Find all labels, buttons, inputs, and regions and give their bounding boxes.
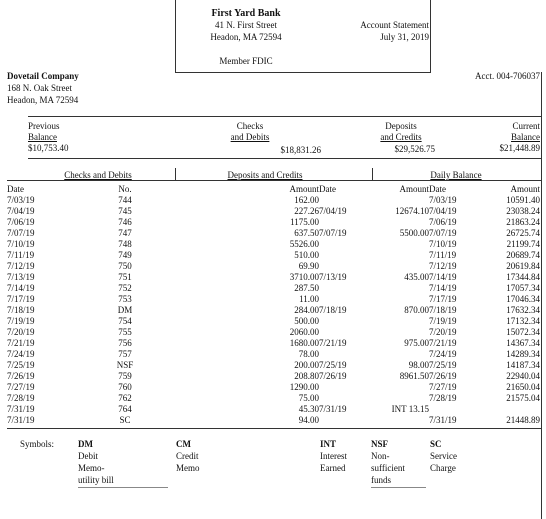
- symbol-int-line-2: Earned: [320, 463, 346, 473]
- deposit-date: 7/21/19: [319, 338, 347, 348]
- balance-amount: 21863.24: [506, 217, 540, 227]
- col-header-bal-amount: Amount: [510, 184, 540, 194]
- balance-date: 7/14/19: [429, 283, 457, 293]
- summary-bottom-rule: [28, 158, 542, 159]
- check-number: NSF: [116, 360, 134, 370]
- check-date: 7/13/19: [7, 272, 35, 282]
- table-bottom-rule: [7, 428, 542, 429]
- symbol-nsf-line-2: sufficient: [371, 463, 405, 473]
- balance-amount: 20689.74: [506, 250, 540, 260]
- table-row: [0, 383, 546, 394]
- check-date: 7/28/19: [7, 393, 35, 403]
- deposit-date: 7/26/19: [319, 371, 347, 381]
- check-date: 7/07/19: [7, 228, 35, 238]
- symbol-cm-line-1: Credit: [176, 451, 199, 461]
- transactions-table: [0, 196, 546, 436]
- check-number: 762: [118, 393, 132, 403]
- balance-amount: 22940.04: [506, 371, 540, 381]
- check-date: 7/21/19: [7, 338, 35, 348]
- check-date: 7/31/19: [7, 404, 35, 414]
- symbol-nsf-line-1: Non-: [371, 451, 390, 461]
- check-amount: 2060.00: [289, 327, 319, 337]
- current-balance-value: $21,448.89: [499, 143, 540, 153]
- deposit-date: 7/07/19: [319, 228, 347, 238]
- check-date: 7/14/19: [7, 283, 35, 293]
- check-date: 7/18/19: [7, 305, 35, 315]
- section-divider-1: [175, 168, 176, 180]
- check-date: 7/25/19: [7, 360, 35, 370]
- checks-debits-label-2: and Debits: [230, 132, 270, 142]
- check-date: 7/12/19: [7, 261, 35, 271]
- deposits-credits-label-1: Deposits: [385, 121, 417, 131]
- check-number: 760: [118, 382, 132, 392]
- table-row: [0, 218, 546, 229]
- table-row: [0, 295, 546, 306]
- check-number: 752: [118, 283, 132, 293]
- bank-street: 41 N. First Street: [215, 20, 277, 30]
- balance-date: 7/20/19: [429, 327, 457, 337]
- check-amount: 1175.00: [290, 217, 319, 227]
- symbol-dm-line-2: Memo-: [78, 463, 105, 473]
- balance-date: 7/07/19: [429, 228, 457, 238]
- balance-amount: 14187.34: [506, 360, 540, 370]
- check-amount: 78.00: [298, 349, 319, 359]
- check-number: 750: [118, 261, 132, 271]
- deposit-amount: 98.00: [408, 360, 429, 370]
- customer-name: Dovetail Company: [7, 71, 79, 81]
- check-amount: 69.90: [298, 261, 319, 271]
- deposit-date: 7/25/19: [319, 360, 347, 370]
- balance-date: 7/06/19: [429, 217, 457, 227]
- table-row: [0, 251, 546, 262]
- balance-amount: 10591.40: [506, 195, 540, 205]
- balance-date: 7/28/19: [429, 393, 457, 403]
- symbol-dm-code: DM: [78, 439, 93, 449]
- check-amount: 5526.00: [289, 239, 319, 249]
- balance-amount: 21575.04: [506, 393, 540, 403]
- check-amount: 510.00: [294, 250, 319, 260]
- balance-date: 7/25/19: [429, 360, 457, 370]
- current-balance-label-2: Balance: [511, 132, 540, 142]
- check-amount: 287.50: [294, 283, 319, 293]
- table-row: [0, 394, 546, 405]
- check-number: 757: [118, 349, 132, 359]
- check-date: 7/20/19: [7, 327, 35, 337]
- bank-city: Headon, MA 72594: [210, 32, 282, 42]
- section-daily-balance: Daily Balance: [430, 170, 482, 180]
- table-row: [0, 306, 546, 317]
- deposit-amount: INT 13.15: [391, 404, 429, 414]
- table-row: [0, 416, 546, 427]
- table-row: [0, 405, 546, 416]
- symbol-sc-code: SC: [430, 439, 442, 449]
- check-date: 7/03/19: [7, 195, 35, 205]
- table-row: [0, 196, 546, 207]
- check-amount: 637.50: [294, 228, 319, 238]
- balance-date: 7/18/19: [429, 305, 457, 315]
- check-number: 746: [118, 217, 132, 227]
- balance-date: 7/12/19: [429, 261, 457, 271]
- check-amount: 284.00: [294, 305, 319, 315]
- check-date: 7/24/19: [7, 349, 35, 359]
- balance-amount: 21650.04: [506, 382, 540, 392]
- check-number: 754: [118, 316, 132, 326]
- check-date: 7/06/19: [7, 217, 35, 227]
- check-amount: 162.00: [294, 195, 319, 205]
- symbol-nsf-line-3: funds: [371, 475, 391, 485]
- table-row: [0, 229, 546, 240]
- checks-debits-label-1: Checks: [236, 121, 264, 131]
- balance-date: 7/03/19: [429, 195, 457, 205]
- table-row: [0, 350, 546, 361]
- check-amount: 200.00: [294, 360, 319, 370]
- check-number: 759: [118, 371, 132, 381]
- balance-date: 7/04/19: [429, 206, 457, 216]
- check-date: 7/11/19: [7, 250, 35, 260]
- table-row: [0, 328, 546, 339]
- col-header-bal-date: Date: [429, 184, 446, 194]
- check-date: 7/26/19: [7, 371, 35, 381]
- check-number: 751: [118, 272, 132, 282]
- balance-amount: 14289.34: [506, 349, 540, 359]
- deposit-date: 7/31/19: [319, 404, 347, 414]
- balance-date: 7/19/19: [429, 316, 457, 326]
- balance-date: 7/24/19: [429, 349, 457, 359]
- header-bottom-rule: [175, 72, 431, 73]
- check-date: 7/31/19: [7, 415, 35, 425]
- balance-amount: 17632.34: [506, 305, 540, 315]
- check-amount: 94.00: [298, 415, 319, 425]
- balance-amount: 21199.74: [506, 239, 540, 249]
- deposit-date: 7/13/19: [319, 272, 347, 282]
- check-amount: 3710.00: [289, 272, 319, 282]
- check-number: 756: [118, 338, 132, 348]
- col-header-no: No.: [118, 184, 132, 194]
- symbol-dm-line-3: utility bill: [78, 475, 114, 485]
- table-header-rule: [7, 180, 542, 181]
- check-amount: 45.30: [298, 404, 319, 414]
- symbol-int-line-1: Interest: [320, 451, 347, 461]
- symbol-cm-code: CM: [176, 439, 191, 449]
- deposits-credits-label-2: and Credits: [380, 132, 422, 142]
- symbol-cm-line-2: Memo: [176, 463, 200, 473]
- check-number: 748: [118, 239, 132, 249]
- symbol-sc-line-1: Service: [430, 451, 457, 461]
- table-row: [0, 317, 546, 328]
- deposit-amount: 8961.50: [399, 371, 429, 381]
- table-row: [0, 262, 546, 273]
- check-date: 7/27/19: [7, 382, 35, 392]
- previous-balance-label-1: Previous: [28, 121, 60, 131]
- balance-date: 7/21/19: [429, 338, 457, 348]
- table-row: [0, 240, 546, 251]
- check-number: 745: [118, 206, 132, 216]
- balance-amount: 23038.24: [506, 206, 540, 216]
- statement-title: Account Statement: [360, 20, 429, 30]
- table-row: [0, 207, 546, 218]
- previous-balance-value: $10,753.40: [28, 143, 69, 153]
- balance-date: 7/27/19: [429, 382, 457, 392]
- col-header-dep-amount: Amount: [399, 184, 429, 194]
- check-amount: 11.00: [299, 294, 319, 304]
- section-deposits-credits: Deposits and Credits: [227, 170, 303, 180]
- check-amount: 1290.00: [289, 382, 319, 392]
- balance-amount: 21448.89: [506, 415, 540, 425]
- deposit-amount: 975.00: [404, 338, 429, 348]
- balance-amount: 17057.34: [506, 283, 540, 293]
- check-date: 7/04/19: [7, 206, 35, 216]
- balance-date: 7/31/19: [429, 415, 457, 425]
- deposit-amount: 5500.00: [399, 228, 429, 238]
- balance-date: 7/14/19: [429, 272, 457, 282]
- symbols-underline-2: [371, 487, 426, 488]
- symbol-sc-line-2: Charge: [430, 463, 456, 473]
- checks-debits-value: $18,831.26: [280, 145, 321, 155]
- balance-amount: 15072.34: [506, 327, 540, 337]
- symbol-nsf-code: NSF: [371, 439, 389, 449]
- check-date: 7/10/19: [7, 239, 35, 249]
- balance-amount: 14367.34: [506, 338, 540, 348]
- table-row: [0, 372, 546, 383]
- customer-street: 168 N. Oak Street: [7, 83, 72, 93]
- check-amount: 227.26: [294, 206, 319, 216]
- deposits-credits-value: $29,526.75: [394, 144, 435, 154]
- col-header-amount: Amount: [289, 184, 319, 194]
- symbols-label: Symbols:: [20, 439, 55, 449]
- header-right-border: [430, 0, 431, 72]
- symbols-underline-1: [78, 487, 168, 488]
- table-row: [0, 284, 546, 295]
- balance-amount: 17046.34: [506, 294, 540, 304]
- check-number: 764: [118, 404, 132, 414]
- balance-amount: 17344.84: [506, 272, 540, 282]
- balance-date: 7/10/19: [429, 239, 457, 249]
- previous-balance-label-2: Balance: [28, 132, 57, 142]
- check-number: 747: [118, 228, 132, 238]
- check-date: 7/17/19: [7, 294, 35, 304]
- check-amount: 1680.00: [289, 338, 319, 348]
- bank-name: First Yard Bank: [211, 8, 281, 19]
- check-number: DM: [117, 305, 133, 315]
- check-date: 7/19/19: [7, 316, 35, 326]
- current-balance-label-1: Current: [512, 121, 540, 131]
- balance-date: 7/26/19: [429, 371, 457, 381]
- deposit-date: 7/18/19: [319, 305, 347, 315]
- deposit-date: 7/04/19: [319, 206, 347, 216]
- table-row: [0, 273, 546, 284]
- table-row: [0, 339, 546, 350]
- table-row: [0, 361, 546, 372]
- check-number: SC: [119, 415, 131, 425]
- symbol-int-code: INT: [320, 439, 337, 449]
- deposit-amount: 12674.10: [395, 206, 429, 216]
- check-amount: 500.00: [294, 316, 319, 326]
- col-header-date: Date: [7, 184, 24, 194]
- section-divider-2: [372, 168, 373, 180]
- deposit-amount: 435.00: [404, 272, 429, 282]
- bank-member: Member FDIC: [219, 56, 273, 66]
- check-number: 755: [118, 327, 132, 337]
- balance-date: 7/17/19: [429, 294, 457, 304]
- section-checks-debits: Checks and Debits: [64, 170, 132, 180]
- col-header-dep-date: Date: [319, 184, 336, 194]
- deposit-amount: 870.00: [404, 305, 429, 315]
- check-number: 749: [118, 250, 132, 260]
- balance-date: 7/11/19: [429, 250, 457, 260]
- balance-amount: 17132.34: [506, 316, 540, 326]
- check-number: 753: [118, 294, 132, 304]
- summary-top-rule: [28, 116, 542, 117]
- balance-amount: 26725.74: [506, 228, 540, 238]
- customer-city: Headon, MA 72594: [7, 95, 79, 105]
- symbol-dm-line-1: Debit: [78, 451, 98, 461]
- check-number: 744: [118, 195, 132, 205]
- balance-amount: 20619.84: [506, 261, 540, 271]
- check-amount: 208.80: [294, 371, 319, 381]
- check-amount: 75.00: [298, 393, 319, 403]
- statement-date: July 31, 2019: [380, 32, 429, 42]
- account-number: Acct. 004-706037: [475, 71, 540, 81]
